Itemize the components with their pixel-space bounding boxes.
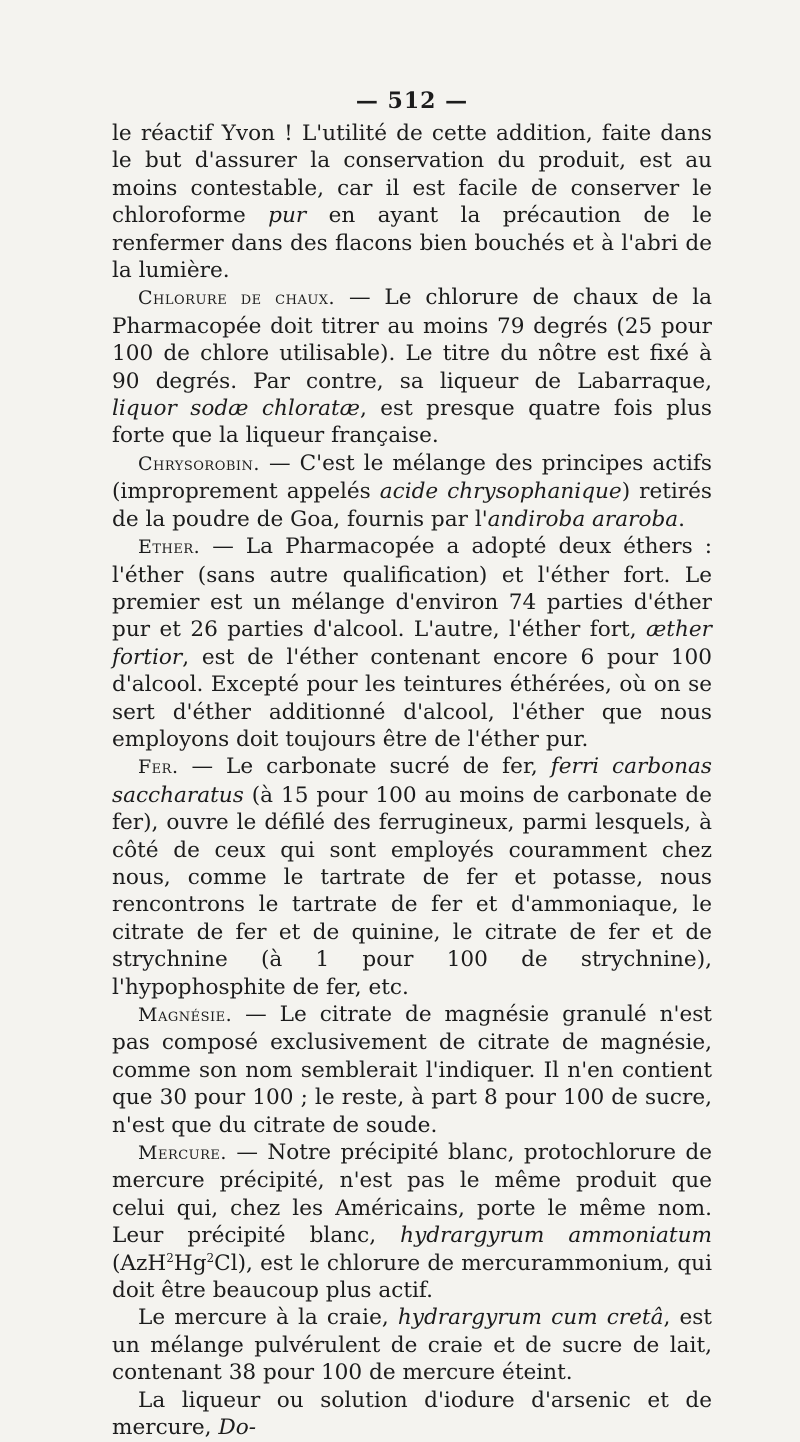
paragraph-chrysorobin <box>112 450 712 533</box>
text-run: 2 <box>166 1250 174 1265</box>
page-number: — 512 — <box>355 88 469 114</box>
section-heading: Mercure. <box>138 1142 227 1165</box>
italic-term: acide chrysophanique <box>379 479 622 505</box>
italic-term: andiroba araroba <box>487 506 679 532</box>
section-heading: Chlorure de chaux. <box>138 287 336 310</box>
page-text <box>112 120 712 1442</box>
text-run: — Notre précipité blanc, protochlorure de mercure précipité, n'est pas le même produit que celui qui, chez les Américains, porte le même nom. Leur précipité blanc, <box>112 1140 712 1249</box>
text-run: — Le citrate de magnésie granulé n'est pas composé exclusivement de citrate de magnésie, comme son nom semblerait l'indiquer. Il n'en contient que 30 pour 100 ; le reste, à part 8 pour 100 de sucre, n'est que du citrate de soude. <box>112 1002 712 1138</box>
paragraph-ether <box>112 533 712 753</box>
text-run: (AzH <box>112 1250 167 1276</box>
text-run: le réactif Yvon ! L'utilité de cette addition, faite dans le but d'assurer la conservation du produit, est au moins contestable, car il est facile de conserver le chloroforme <box>112 121 712 229</box>
text-run: (à 15 pour 100 au moins de carbonate de fer), ouvre le défilé des ferrugineux, parmi lesquels, à côté de ceux qui sont employés couramment chez nous, comme le tartrate de fer et potasse, nous rencontrons le tartrate de fer et d'ammoniaque, le citrate de fer et de quinine, le citrate de fer et de strychnine (à 1 pour 100 de strychnine), l'hypophosphite de fer, etc. <box>112 782 712 1000</box>
section-heading: Fer. <box>138 756 179 779</box>
text-run: La liqueur ou solution d'iodure d'arsenic et de mercure, <box>112 1387 712 1441</box>
text-run: Le mercure à la craie, <box>138 1305 398 1331</box>
text-run: 2 <box>206 1250 215 1265</box>
text-run: — Le carbonate sucré de fer, <box>178 754 551 780</box>
italic-term: æther fortior <box>112 617 712 670</box>
text-run: Cl), est le chlorure de mercurammonium, qui doit être beaucoup plus actif. <box>112 1250 712 1304</box>
section-heading: Chrysorobin. <box>138 452 260 475</box>
italic-term: hydrargyrum ammoniatum <box>400 1223 712 1249</box>
text-run: , est presque quatre fois plus forte que la liqueur française. <box>112 396 713 449</box>
italic-term: ferri carbonas saccharatus <box>112 754 713 808</box>
text-run: — La Pharmacopée a adopté deux éthers : l'éther (sans autre qualification) et l'éther fort. Le premier est un mélange d'environ 74 parties d'éther pur et 26 parties d'alcool. L'autre, l'éther fort, <box>112 534 712 643</box>
text-run: , est de l'éther contenant encore 6 pour 100 d'alcool. Excepté pour les teintures éthérées, où on se sert d'éther additionné d'alcool, l'éther que nous employons doit toujours être de l'éther pur. <box>112 644 712 752</box>
paragraph-chlorure <box>112 284 712 449</box>
paragraph-fer <box>112 753 712 1001</box>
paragraph-liqueur <box>112 1387 712 1442</box>
italic-term: Do- <box>218 1415 257 1441</box>
italic-term: pur <box>268 203 307 229</box>
text-run: ) retirés de la poudre de Goa, fournis par l' <box>112 479 712 532</box>
paragraph-intro <box>112 120 712 284</box>
section-heading: Magnésie. <box>138 1004 233 1026</box>
text-run: — C'est le mélange des principes actifs (improprement appelés <box>112 450 712 505</box>
italic-term: liquor sodæ chloratæ <box>112 396 360 422</box>
paragraph-craie <box>112 1304 712 1386</box>
text-run: . <box>678 506 686 532</box>
text-run: , est un mélange pulvérulent de craie et de sucre de lait, contenant 38 pour 100 de mercure éteint. <box>112 1305 712 1386</box>
paragraph-mercure <box>112 1139 712 1304</box>
text-run: — Le chlorure de chaux de la Pharmacopée doit titrer au moins 79 degrés (25 pour 100 de chlore utilisable). Le titre du nôtre est fixé à 90 degrés. Par contre, sa liqueur de Labarraque, <box>112 285 712 394</box>
paragraph-magnesie <box>112 1001 712 1139</box>
section-heading: Ether. <box>138 536 201 559</box>
text-run: en ayant la précaution de le renfermer dans des flacons bien bouchés et à l'abri de la lumière. <box>112 203 712 284</box>
italic-term: hydrargyrum cum cretâ <box>397 1305 664 1331</box>
text-run: Hg <box>173 1250 207 1276</box>
